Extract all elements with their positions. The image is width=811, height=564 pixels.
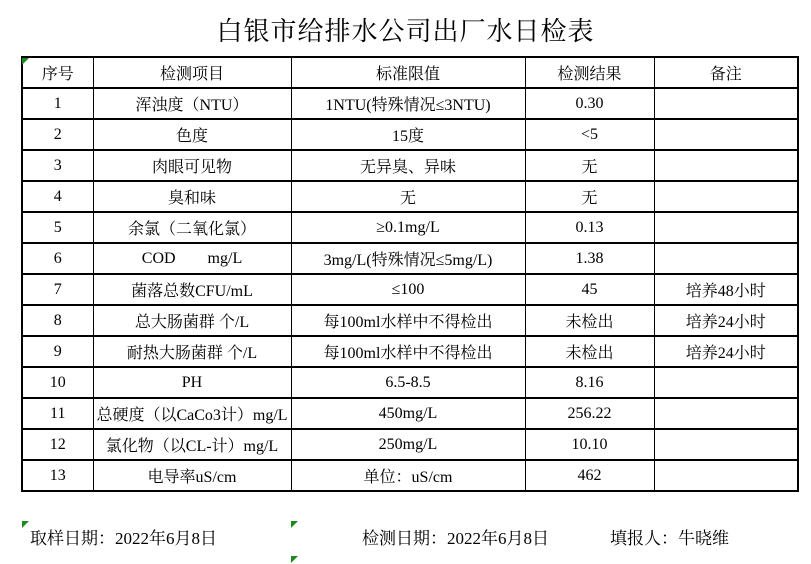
- cell-no: 12: [22, 429, 93, 460]
- table-row: [22, 88, 798, 119]
- cell-item: 菌落总数CFU/mL: [93, 274, 291, 305]
- cell-no: 3: [22, 150, 93, 181]
- column-header-result: 检测结果: [525, 57, 654, 88]
- sampling-date-label: 取样日期：2022年6月8日: [30, 529, 217, 548]
- column-header-item: 检测项目: [93, 57, 291, 88]
- inspection-table: [21, 56, 799, 492]
- cell-result: 10.10: [525, 429, 654, 460]
- cell-result: 462: [525, 460, 654, 491]
- cell-remark: [654, 367, 798, 398]
- cell-item: 肉眼可见物: [93, 150, 291, 181]
- cell-remark: 培养24小时: [654, 336, 798, 367]
- cell-standard: 无异臭、异味: [291, 150, 525, 181]
- cell-no: 9: [22, 336, 93, 367]
- cell-no: 7: [22, 274, 93, 305]
- cell-flag-icon: [291, 556, 298, 563]
- cell-no: 11: [22, 398, 93, 429]
- cell-item: 浑浊度（NTU）: [93, 88, 291, 119]
- cell-result: 256.22: [525, 398, 654, 429]
- table-row: [22, 460, 798, 491]
- cell-result: 0.30: [525, 88, 654, 119]
- table-row: [22, 305, 798, 336]
- table-row: [22, 274, 798, 305]
- column-header-standard: 标准限值: [291, 57, 525, 88]
- cell-item: 总大肠菌群 个/L: [93, 305, 291, 336]
- table-header-row: [22, 57, 798, 88]
- cell-remark: [654, 150, 798, 181]
- cell-remark: [654, 119, 798, 150]
- cell-result: <5: [525, 119, 654, 150]
- cell-remark: [654, 398, 798, 429]
- cell-item: 耐热大肠菌群 个/L: [93, 336, 291, 367]
- cell-result: 无: [525, 150, 654, 181]
- table-row: [22, 429, 798, 460]
- cell-standard: 每100ml水样中不得检出: [291, 305, 525, 336]
- cell-no: 1: [22, 88, 93, 119]
- cell-no: 10: [22, 367, 93, 398]
- cell-item: 总硬度（以CaCo3计）mg/L: [93, 398, 291, 429]
- cell-result: 1.38: [525, 243, 654, 274]
- cell-standard: 15度: [291, 119, 525, 150]
- cell-standard: 450mg/L: [291, 398, 525, 429]
- cell-no: 2: [22, 119, 93, 150]
- cell-remark: 培养48小时: [654, 274, 798, 305]
- cell-item: 色度: [93, 119, 291, 150]
- cell-flag-icon: [22, 521, 29, 528]
- cell-item: 余氯（二氧化氯）: [93, 212, 291, 243]
- table-row: [22, 243, 798, 274]
- cell-standard: 1NTU(特殊情况≤3NTU): [291, 88, 525, 119]
- cell-item: 电导率uS/cm: [93, 460, 291, 491]
- cell-standard: 无: [291, 181, 525, 212]
- table-body: [22, 88, 798, 491]
- cell-result: 0.13: [525, 212, 654, 243]
- report-footer: [0, 524, 811, 554]
- table-row: [22, 367, 798, 398]
- cell-standard: ≥0.1mg/L: [291, 212, 525, 243]
- cell-result: 8.16: [525, 367, 654, 398]
- cell-no: 5: [22, 212, 93, 243]
- cell-result: 45: [525, 274, 654, 305]
- table-row: [22, 181, 798, 212]
- cell-result: 未检出: [525, 305, 654, 336]
- cell-standard: 每100ml水样中不得检出: [291, 336, 525, 367]
- cell-no: 13: [22, 460, 93, 491]
- cell-flag-icon: [291, 521, 298, 528]
- cell-remark: 培养24小时: [654, 305, 798, 336]
- cell-result: 无: [525, 181, 654, 212]
- table-row: [22, 212, 798, 243]
- column-header-remark: 备注: [654, 57, 798, 88]
- table-row: [22, 336, 798, 367]
- cell-remark: [654, 88, 798, 119]
- column-header-no: 序号: [22, 57, 93, 88]
- cell-standard: 6.5-8.5: [291, 367, 525, 398]
- cell-result: 未检出: [525, 336, 654, 367]
- cell-standard: 单位：uS/cm: [291, 460, 525, 491]
- cell-item: 臭和味: [93, 181, 291, 212]
- cell-no: 6: [22, 243, 93, 274]
- cell-remark: [654, 429, 798, 460]
- cell-standard: 250mg/L: [291, 429, 525, 460]
- table-row: [22, 119, 798, 150]
- page-title: 白银市给排水公司出厂水日检表: [216, 17, 595, 46]
- cell-remark: [654, 181, 798, 212]
- cell-no: 4: [22, 181, 93, 212]
- cell-standard: ≤100: [291, 274, 525, 305]
- cell-remark: [654, 212, 798, 243]
- table-row: [22, 150, 798, 181]
- cell-flag-icon: [22, 58, 29, 65]
- cell-item: COD mg/L: [93, 243, 291, 274]
- cell-remark: [654, 460, 798, 491]
- cell-no: 8: [22, 305, 93, 336]
- cell-remark: [654, 243, 798, 274]
- cell-item: PH: [93, 367, 291, 398]
- reporter-label: 填报人：牛晓维: [610, 529, 729, 548]
- cell-item: 氯化物（以CL-计）mg/L: [93, 429, 291, 460]
- test-date-label: 检测日期：2022年6月8日: [362, 529, 549, 548]
- cell-standard: 3mg/L(特殊情况≤5mg/L): [291, 243, 525, 274]
- table-row: [22, 398, 798, 429]
